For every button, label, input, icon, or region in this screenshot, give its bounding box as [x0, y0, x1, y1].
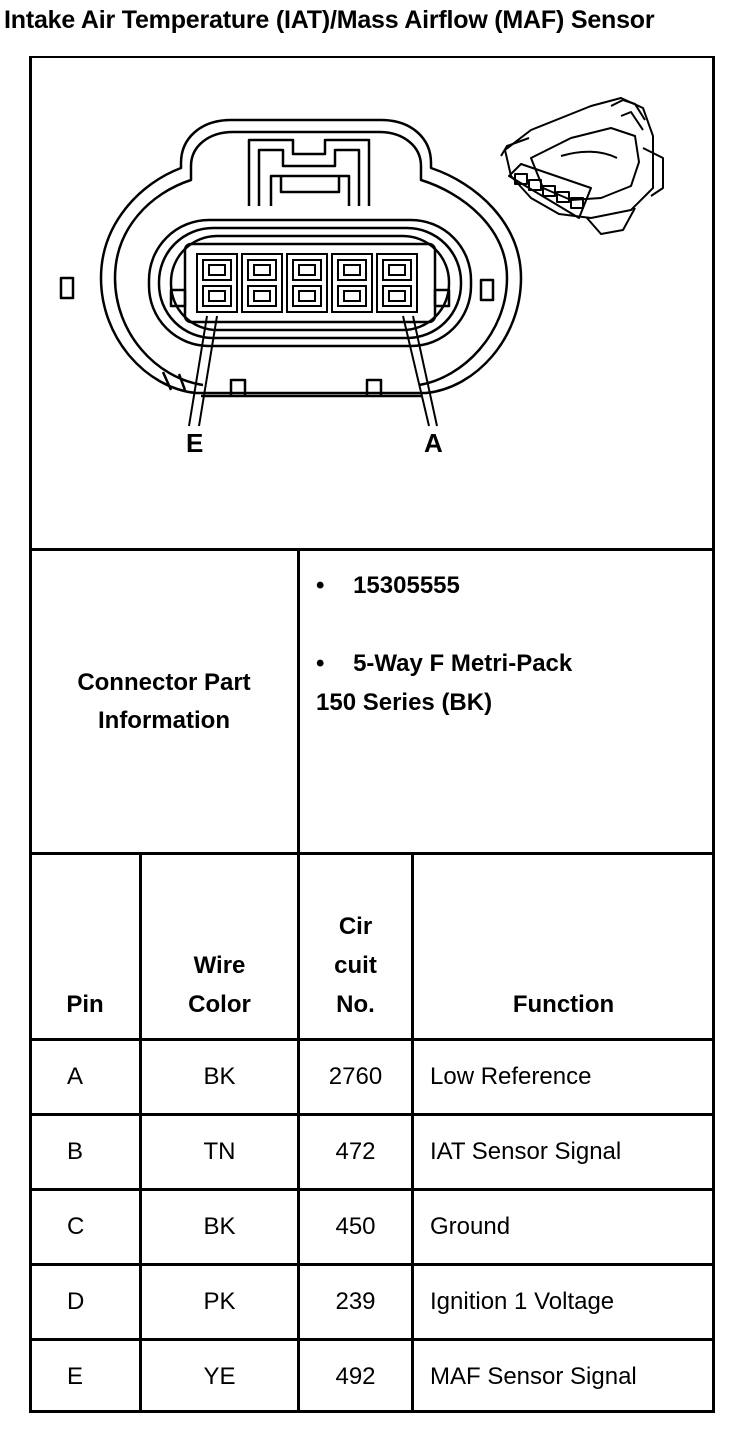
part-number: 15305555	[353, 572, 460, 599]
bullet: •	[316, 650, 325, 677]
circuit-cell: 239	[335, 1288, 376, 1315]
wire-color-cell: BK	[203, 1063, 236, 1090]
header-circuit-line1: Cir	[338, 913, 373, 940]
header-wire-color	[142, 946, 297, 1024]
part-number-item	[316, 572, 460, 600]
function-cell: MAF Sensor Signal	[430, 1363, 637, 1390]
wire-color-cell: BK	[203, 1213, 236, 1240]
header-wire-color-line1: Wire	[193, 952, 246, 979]
pin-label-a: A	[424, 428, 443, 458]
pin-cell: A	[67, 1063, 84, 1090]
divider	[297, 551, 300, 852]
wire-color-cell: TN	[203, 1138, 236, 1165]
pin-cell: E	[67, 1363, 84, 1390]
header-wire-color-line2: Color	[188, 991, 251, 1018]
connector-type-line2: 150 Series (BK)	[316, 689, 493, 716]
function-cell: Ground	[430, 1213, 511, 1240]
bullet: •	[316, 572, 325, 599]
wire-color-cell: PK	[203, 1288, 236, 1315]
pin-cell: C	[67, 1213, 85, 1240]
circuit-cell: 472	[335, 1138, 376, 1165]
connector-diagram	[31, 58, 713, 548]
header-circuit	[300, 907, 411, 1024]
connector-info-label	[31, 551, 297, 852]
function-cell: IAT Sensor Signal	[430, 1138, 622, 1165]
divider	[29, 852, 715, 855]
header-circuit-line3: No.	[336, 991, 375, 1018]
circuit-cell: 2760	[328, 1063, 383, 1090]
function-cell: Low Reference	[430, 1063, 592, 1090]
page-title: Intake Air Temperature (IAT)/Mass Airflow (MAF) Sensor	[4, 6, 655, 34]
connector-type-line1: 5-Way F Metri-Pack	[353, 650, 573, 677]
pin-label-e: E	[186, 428, 204, 458]
circuit-cell: 450	[335, 1213, 376, 1240]
connector-info-label-line1: Connector Part	[77, 668, 251, 696]
pin-cell: D	[67, 1288, 85, 1315]
connector-type-item	[316, 650, 572, 678]
connector-info-label-line2: Information	[97, 706, 230, 734]
header-pin: Pin	[66, 991, 104, 1018]
header-function: Function	[512, 991, 615, 1018]
circuit-cell: 492	[335, 1363, 376, 1390]
header-circuit-line2: cuit	[334, 952, 377, 979]
wire-color-cell: YE	[203, 1363, 236, 1390]
connector-face-drawing	[31, 58, 713, 548]
pin-cell: B	[67, 1138, 84, 1165]
function-cell: Ignition 1 Voltage	[430, 1288, 615, 1315]
